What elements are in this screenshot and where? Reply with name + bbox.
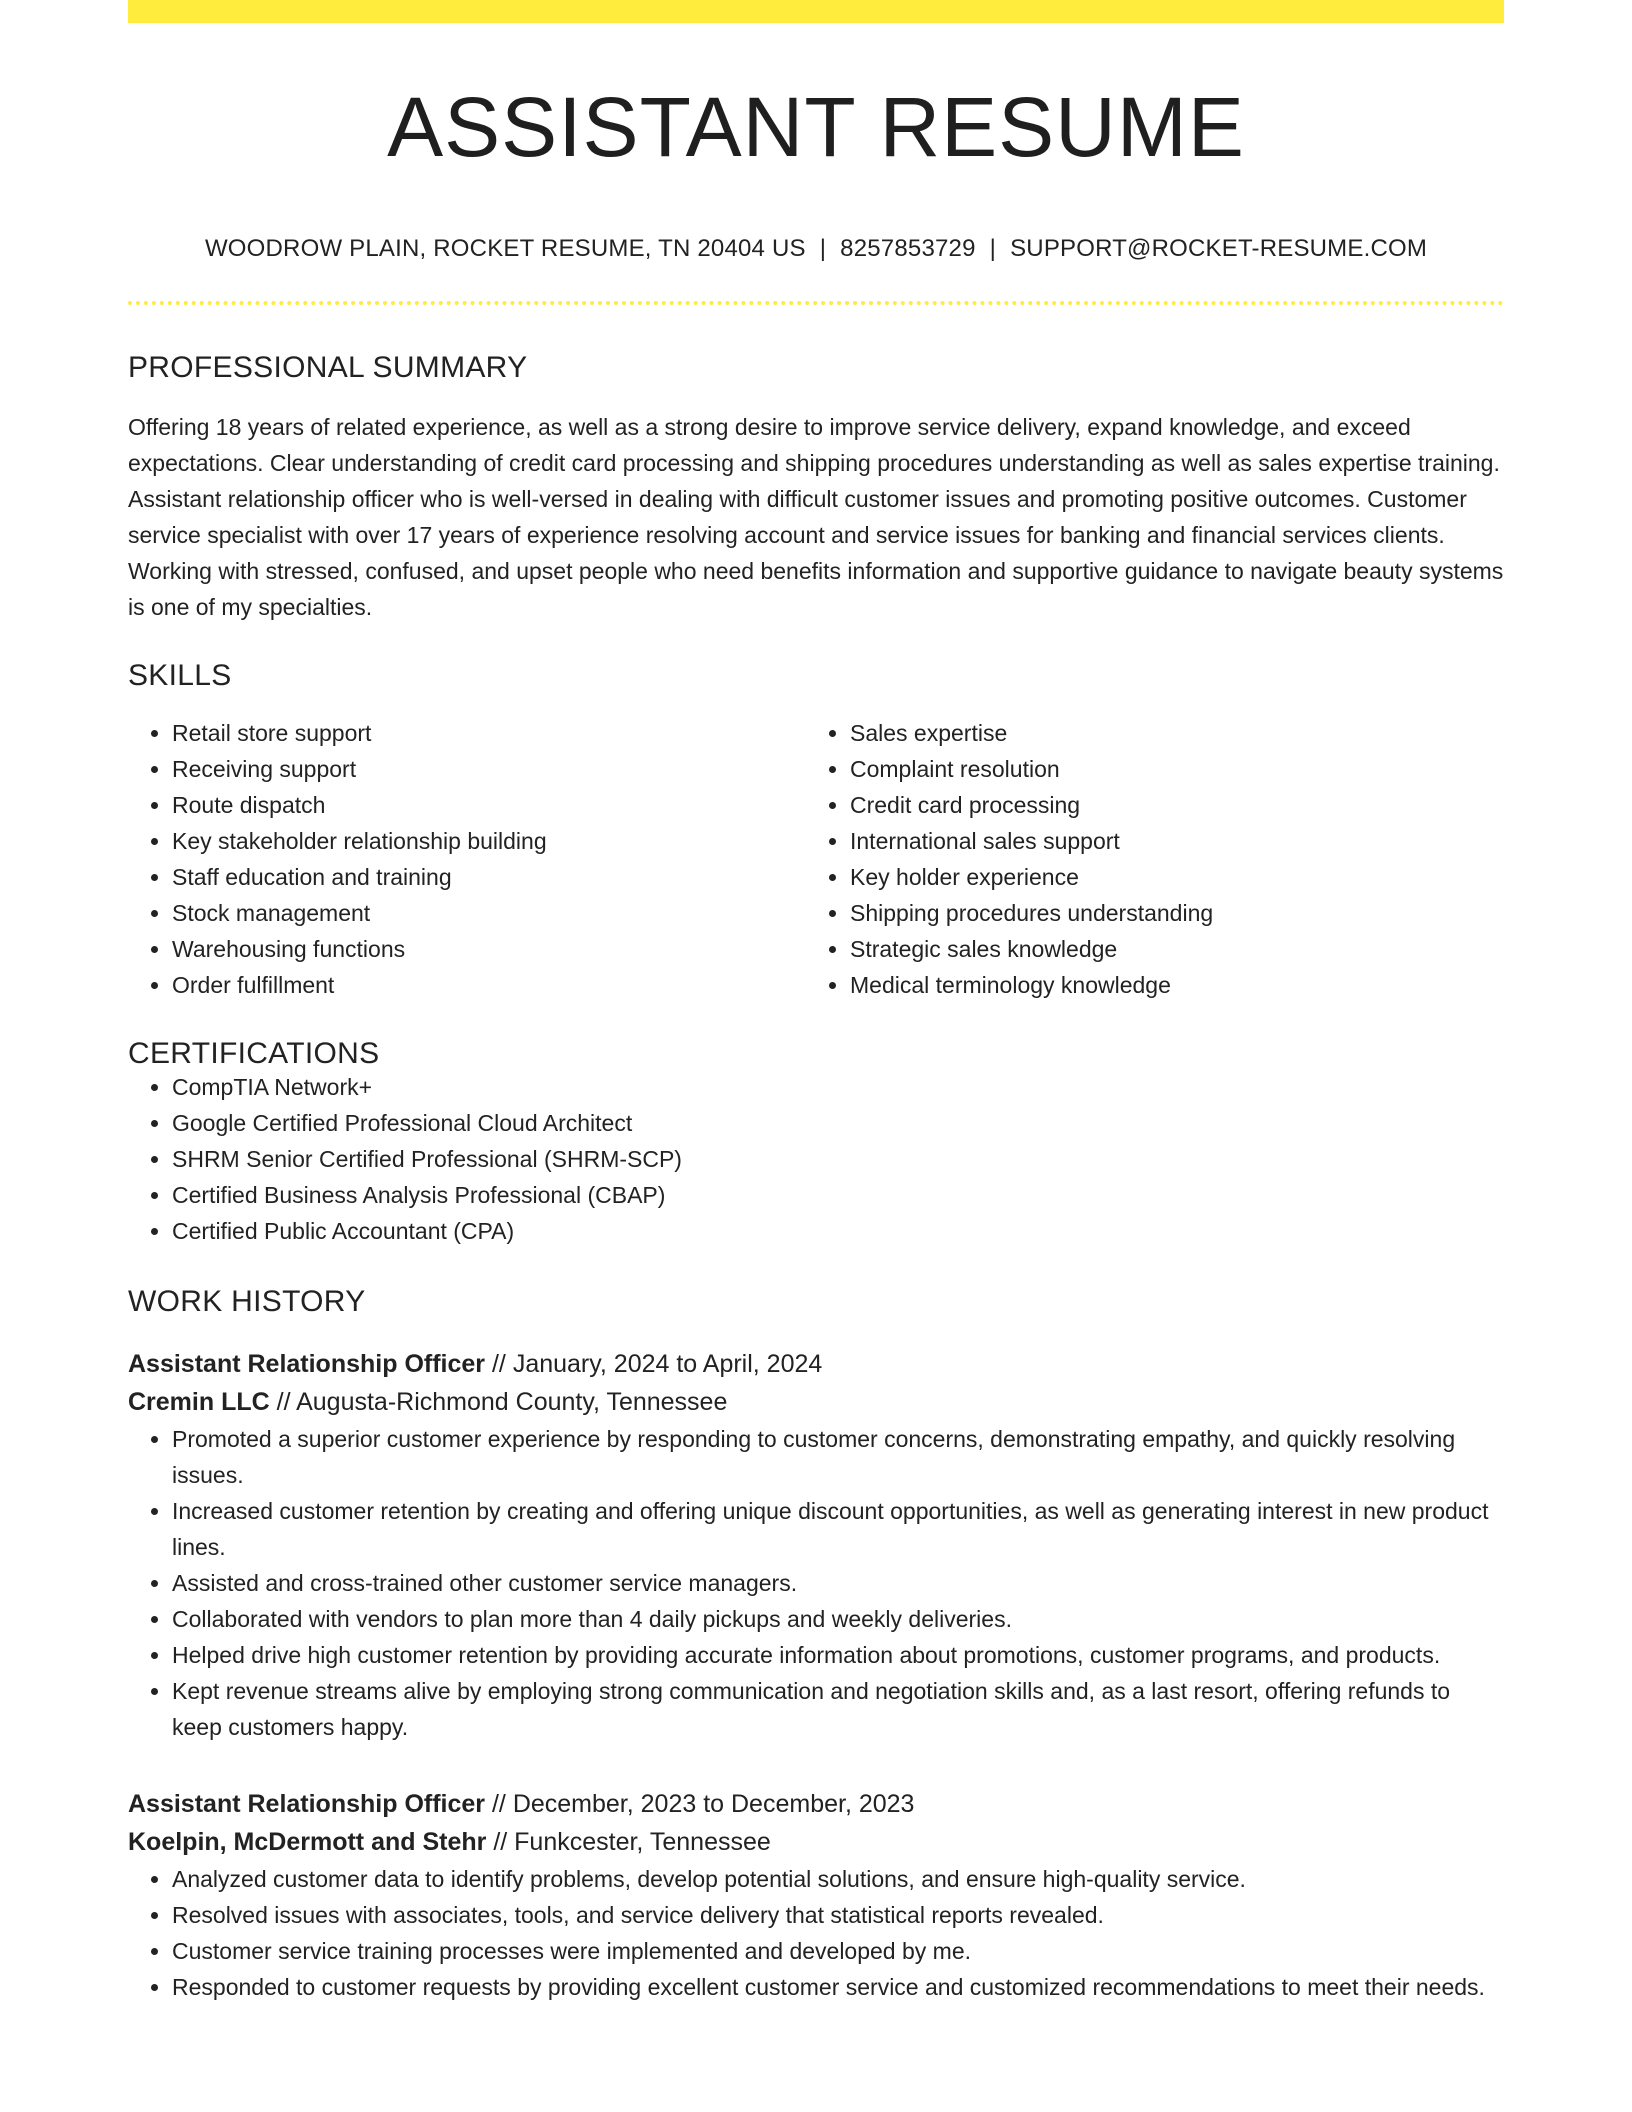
work-history-jobs bbox=[128, 1345, 1504, 2005]
dotted-divider bbox=[128, 301, 1504, 305]
contact-line bbox=[128, 237, 1504, 261]
skills-list-left bbox=[128, 715, 806, 1003]
skill-item: • Complaint resolution bbox=[850, 751, 1484, 787]
job-bullet: • Resolved issues with associates, tools, and service delivery that statistical reports revealed. bbox=[172, 1897, 1504, 1933]
job-bullet: • Customer service training processes were implemented and developed by me. bbox=[172, 1933, 1504, 1969]
skill-item: • Shipping procedures understanding bbox=[850, 895, 1484, 931]
certification-item: • Google Certified Professional Cloud Architect bbox=[172, 1105, 1504, 1141]
skill-item: • Stock management bbox=[172, 895, 806, 931]
skill-item: • Sales expertise bbox=[850, 715, 1484, 751]
skill-item: • Key stakeholder relationship building bbox=[172, 823, 806, 859]
job-company-line bbox=[128, 1383, 1504, 1421]
section-heading-summary: PROFESSIONAL SUMMARY bbox=[128, 351, 528, 384]
job-location: // Augusta-Richmond County, Tennessee bbox=[269, 1388, 728, 1416]
skill-item: • Credit card processing bbox=[850, 787, 1484, 823]
job-location: // Funkcester, Tennessee bbox=[486, 1828, 771, 1856]
contact-email: SUPPORT@ROCKET-RESUME.COM bbox=[1010, 235, 1428, 262]
skill-item: • Medical terminology knowledge bbox=[850, 967, 1484, 1003]
job-bullet: • Kept revenue streams alive by employing strong communication and negotiation skills and, as a last resort, offering refunds to keep customers happy. bbox=[172, 1673, 1504, 1745]
job-bullet: • Increased customer retention by creating and offering unique discount opportunities, as well as generating interest in new product lines. bbox=[172, 1493, 1504, 1565]
certification-item: • Certified Public Accountant (CPA) bbox=[172, 1213, 1504, 1249]
certifications-list bbox=[128, 1069, 1504, 1249]
job-company: Koelpin, McDermott and Stehr bbox=[128, 1828, 487, 1856]
job-bullet: • Analyzed customer data to identify problems, develop potential solutions, and ensure high-quality service. bbox=[172, 1861, 1504, 1897]
certification-item: • SHRM Senior Certified Professional (SHRM-SCP) bbox=[172, 1141, 1504, 1177]
job-bullet-list bbox=[128, 1861, 1504, 2005]
skill-item: • Retail store support bbox=[172, 715, 806, 751]
page-title: ASSISTANT RESUME bbox=[387, 80, 1245, 174]
contact-separator: | bbox=[989, 235, 997, 262]
job-entry bbox=[128, 1785, 1504, 2005]
job-bullet: • Collaborated with vendors to plan more than 4 daily pickups and weekly deliveries. bbox=[172, 1601, 1504, 1637]
skill-item: • Receiving support bbox=[172, 751, 806, 787]
job-bullet: • Assisted and cross-trained other customer service managers. bbox=[172, 1565, 1504, 1601]
skill-item: • Key holder experience bbox=[850, 859, 1484, 895]
skill-item: • Order fulfillment bbox=[172, 967, 806, 1003]
section-heading-skills: SKILLS bbox=[128, 659, 232, 692]
top-accent-bar bbox=[128, 0, 1504, 23]
job-title-line bbox=[128, 1345, 1504, 1383]
job-entry bbox=[128, 1345, 1504, 1745]
skills-list-right bbox=[806, 715, 1484, 1003]
contact-phone: 8257853729 bbox=[840, 235, 976, 262]
certification-item: • Certified Business Analysis Professional (CBAP) bbox=[172, 1177, 1504, 1213]
job-bullet-list bbox=[128, 1421, 1504, 1745]
certification-item: • CompTIA Network+ bbox=[172, 1069, 1504, 1105]
skill-item: • Warehousing functions bbox=[172, 931, 806, 967]
job-title: Assistant Relationship Officer bbox=[128, 1790, 486, 1818]
section-heading-certifications: CERTIFICATIONS bbox=[128, 1037, 380, 1070]
skill-item: • Staff education and training bbox=[172, 859, 806, 895]
job-title: Assistant Relationship Officer bbox=[128, 1350, 486, 1378]
job-bullet: • Helped drive high customer retention by providing accurate information about promotions, customer programs, and products. bbox=[172, 1637, 1504, 1673]
skill-item: • Strategic sales knowledge bbox=[850, 931, 1484, 967]
section-heading-work-history: WORK HISTORY bbox=[128, 1285, 366, 1318]
contact-separator: | bbox=[819, 235, 827, 262]
skill-item: • International sales support bbox=[850, 823, 1484, 859]
job-company: Cremin LLC bbox=[128, 1388, 270, 1416]
job-dates: // January, 2024 to April, 2024 bbox=[485, 1350, 823, 1378]
job-dates: // December, 2023 to December, 2023 bbox=[485, 1790, 915, 1818]
skill-item: • Route dispatch bbox=[172, 787, 806, 823]
job-title-line bbox=[128, 1785, 1504, 1823]
resume-page bbox=[128, 0, 1504, 2005]
job-bullet: • Responded to customer requests by providing excellent customer service and customized recommendations to meet their needs. bbox=[172, 1969, 1504, 2005]
skills-column-right bbox=[806, 715, 1484, 1003]
job-bullet: • Promoted a superior customer experience by responding to customer concerns, demonstrating empathy, and quickly resolving issues. bbox=[172, 1421, 1504, 1493]
summary-text: Offering 18 years of related experience, as well as a strong desire to improve service delivery, expand knowledge, and exceed expectations. Clear understanding of credit card processing and shipping procedures understanding as well as sales expertise training. Assistant relationship officer who is well-versed in dealing with difficult customer issues and promoting positive outcomes. Customer service specialist with over 17 years of experience resolving account and service issues for banking and financial services clients. Working with stressed, confused, and upset people who need benefits information and supportive guidance to navigate beauty systems is one of my specialties. bbox=[128, 414, 1504, 620]
contact-address: WOODROW PLAIN, ROCKET RESUME, TN 20404 US bbox=[204, 235, 806, 262]
skills-column-left bbox=[128, 715, 806, 1003]
job-company-line bbox=[128, 1823, 1504, 1861]
skills-grid bbox=[128, 715, 1504, 1003]
